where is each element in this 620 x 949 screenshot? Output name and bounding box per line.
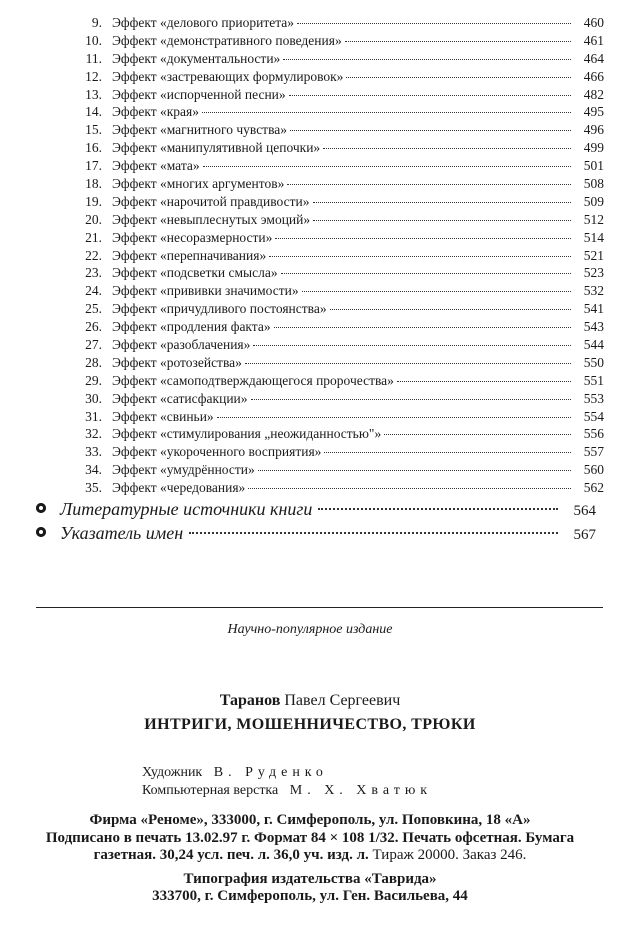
toc-title: Эффект «несоразмерности»: [112, 229, 273, 245]
toc-row[interactable]: [60, 14, 604, 32]
toc-page: 495: [583, 104, 604, 120]
toc-title: Эффект «умудрённости»: [112, 462, 255, 478]
bullet-icon: [36, 527, 46, 537]
toc-number: 14.: [85, 104, 102, 120]
toc-title: Эффект «испорченной песни»: [112, 86, 286, 102]
toc-title: Эффект «демонстративного поведения»: [112, 32, 342, 48]
toc-page: 562: [583, 480, 604, 496]
credit-role: Компьютерная верстка: [142, 783, 279, 798]
toc-title: Эффект «причудливого постоянства»: [112, 301, 327, 317]
toc-title: Эффект «застревающих формулировок»: [112, 68, 344, 84]
toc-row[interactable]: [60, 479, 604, 497]
leader-dots: [258, 470, 571, 471]
toc-title: Эффект «прививки значимости»: [112, 283, 299, 299]
leader-dots: [297, 23, 571, 24]
leader-dots: [384, 434, 571, 435]
toc-title: Эффект «ротозейства»: [112, 354, 242, 370]
toc-page: 464: [583, 50, 604, 66]
toc-page: 551: [583, 372, 604, 388]
credit-role: Художник: [142, 765, 203, 780]
toc-title: Эффект «манипулятивной цепочки»: [112, 140, 321, 156]
toc-row[interactable]: [60, 300, 604, 318]
leader-dots: [253, 345, 571, 346]
leader-dots: [289, 95, 571, 96]
leader-dots: [245, 363, 571, 364]
toc-title: Эффект «мата»: [112, 158, 200, 174]
toc-page: 460: [583, 15, 604, 30]
toc-number: 20.: [85, 211, 102, 227]
toc-title: Эффект «разоблачения»: [112, 337, 251, 353]
toc-page: 521: [583, 247, 604, 263]
toc-number: 28.: [85, 354, 102, 370]
toc-page: 508: [583, 176, 604, 192]
leader-dots: [275, 238, 571, 239]
toc-row[interactable]: [60, 390, 604, 408]
toc-title: Эффект «нарочитой правдивости»: [112, 193, 310, 209]
toc-page: 556: [583, 426, 604, 442]
credit-layout: [142, 782, 432, 800]
toc-number: 27.: [85, 337, 102, 353]
toc-title: Эффект «многих аргументов»: [112, 176, 285, 192]
imprint-volume: [0, 847, 620, 865]
leader-dots: [290, 130, 571, 131]
leader-dots: [324, 452, 571, 453]
toc-page: 512: [583, 211, 604, 227]
leader-dots: [274, 327, 571, 328]
toc-page: 501: [583, 158, 604, 174]
toc-number: 17.: [85, 158, 102, 174]
toc-title: Эффект «документальности»: [112, 50, 281, 66]
ref-page: 567: [573, 527, 596, 543]
toc-row[interactable]: [60, 86, 604, 104]
toc-title: Эффект «чередования»: [112, 480, 246, 496]
leader-dots: [189, 532, 558, 534]
leader-dots: [346, 77, 571, 78]
leader-dots: [287, 184, 571, 185]
toc-number: 11.: [85, 50, 102, 66]
toc-title: Эффект «стимулирования „неожиданностью"»: [112, 426, 382, 442]
toc-title: Эффект «края»: [112, 104, 199, 120]
leader-dots: [345, 41, 571, 42]
toc-list: [60, 14, 604, 497]
toc-page: 523: [583, 265, 604, 281]
toc-row[interactable]: [60, 50, 604, 68]
imprint-print-details: Подписано в печать 13.02.97 г. Формат 84 × 108 1/32. Печать офсетная. Бумага: [45, 829, 575, 846]
toc-page: 560: [583, 462, 604, 478]
imprint-run: Тираж 20000. Заказ 246.: [372, 847, 527, 863]
toc-row[interactable]: [60, 68, 604, 86]
toc-row[interactable]: [60, 157, 604, 175]
leader-dots: [318, 508, 558, 510]
toc-number: 33.: [85, 444, 102, 460]
toc-number: 19.: [85, 193, 102, 209]
toc-row[interactable]: [60, 139, 604, 157]
toc-row[interactable]: [60, 264, 604, 282]
credit-name: М. Х. Хватюк: [289, 783, 433, 798]
toc-number: 9.: [91, 15, 102, 30]
toc-number: 23.: [85, 265, 102, 281]
toc-row[interactable]: [60, 103, 604, 121]
leader-dots: [397, 381, 571, 382]
author-line: [0, 692, 620, 710]
toc-number: 15.: [85, 122, 102, 138]
separator-rule: [36, 607, 603, 608]
toc-row[interactable]: [60, 193, 604, 211]
leader-dots: [313, 202, 571, 203]
toc-page: 544: [583, 337, 604, 353]
toc-page: 499: [583, 140, 604, 156]
toc-row[interactable]: [60, 229, 604, 247]
credit-name: В. Руденко: [213, 765, 328, 780]
toc-title: Эффект «самоподтверждающегося пророчества»: [112, 372, 394, 388]
toc-title: Эффект «магнитного чувства»: [112, 122, 288, 138]
toc-page: 557: [583, 444, 604, 460]
toc-title: Эффект «невыплеснутых эмоций»: [112, 211, 311, 227]
toc-page: 466: [583, 68, 604, 84]
toc-page: 496: [583, 122, 604, 138]
toc-row-references[interactable]: [36, 497, 596, 521]
toc-number: 31.: [85, 408, 102, 424]
credit-illustrator: [142, 764, 432, 782]
toc-row[interactable]: [60, 408, 604, 426]
toc-row[interactable]: [60, 175, 604, 193]
toc-title: Эффект «свиньи»: [112, 408, 214, 424]
imprint-publisher: Фирма «Реноме», 333000, г. Симферополь, ул. Поповкина, 18 «А»: [89, 812, 531, 828]
toc-number: 32.: [85, 426, 102, 442]
toc-row[interactable]: [60, 318, 604, 336]
toc-title: Эффект «подсветки смысла»: [112, 265, 278, 281]
toc-row[interactable]: [60, 247, 604, 265]
toc-number: 35.: [85, 480, 102, 496]
toc-row[interactable]: [60, 461, 604, 479]
leader-dots: [269, 256, 571, 257]
toc-page: 461: [583, 32, 604, 48]
toc-row[interactable]: [60, 211, 604, 229]
imprint-printer: Типография издательства «Таврида»: [183, 870, 437, 887]
toc-title: Эффект «перепначивания»: [112, 247, 267, 263]
imprint-volume-sheets: газетная. 30,24 усл. печ. л. 36,0 уч. изд. л.: [93, 847, 369, 863]
toc-page: 532: [583, 283, 604, 299]
leader-dots: [283, 59, 571, 60]
toc-title: Эффект «продления факта»: [112, 319, 271, 335]
toc-number: 21.: [85, 229, 102, 245]
credits: [142, 764, 432, 800]
leader-dots: [323, 148, 571, 149]
toc-page: 482: [583, 86, 604, 102]
toc-row[interactable]: [60, 121, 604, 139]
toc-row[interactable]: [60, 372, 604, 390]
ref-page: 564: [573, 503, 596, 519]
leader-dots: [251, 399, 571, 400]
author-surname: Таранов: [219, 692, 281, 709]
author-given-name: Павел Сергеевич: [284, 692, 401, 709]
ref-title: Указатель имен: [60, 523, 184, 543]
toc-number: 29.: [85, 372, 102, 388]
imprint-block: [0, 812, 620, 906]
toc-page: 553: [583, 390, 604, 406]
leader-dots: [281, 273, 571, 274]
book-title: ИНТРИГИ, МОШЕННИЧЕСТВО, ТРЮКИ: [144, 716, 476, 733]
edition-subtitle: Научно-популярное издание: [227, 622, 393, 637]
leader-dots: [302, 291, 571, 292]
toc-row-name-index[interactable]: [36, 521, 596, 545]
toc-title: Эффект «делового приоритета»: [112, 15, 295, 30]
toc-page: 514: [583, 229, 604, 245]
leader-dots: [203, 166, 571, 167]
leader-dots: [313, 220, 571, 221]
toc-row[interactable]: [60, 32, 604, 50]
toc-number: 30.: [85, 390, 102, 406]
toc-number: 34.: [85, 462, 102, 478]
toc-page: 550: [583, 354, 604, 370]
leader-dots: [330, 309, 571, 310]
toc-row[interactable]: [60, 354, 604, 372]
toc-title: Эффект «сатисфакции»: [112, 390, 248, 406]
toc-row[interactable]: [60, 336, 604, 354]
toc-page: 543: [583, 319, 604, 335]
toc-number: 25.: [85, 301, 102, 317]
toc-number: 10.: [85, 32, 102, 48]
toc-number: 26.: [85, 319, 102, 335]
toc-row[interactable]: [60, 425, 604, 443]
toc-number: 16.: [85, 140, 102, 156]
toc-number: 22.: [85, 247, 102, 263]
toc-row[interactable]: [60, 282, 604, 300]
imprint-printer-address: 333700, г. Симферополь, ул. Ген. Васильева, 44: [152, 888, 468, 904]
toc-page: 554: [583, 408, 604, 424]
toc-page: 541: [583, 301, 604, 317]
bullet-icon: [36, 503, 46, 513]
leader-dots: [248, 488, 571, 489]
toc-number: 18.: [85, 176, 102, 192]
leader-dots: [202, 112, 571, 113]
leader-dots: [217, 417, 571, 418]
toc-number: 13.: [85, 86, 102, 102]
toc-row[interactable]: [60, 443, 604, 461]
ref-title: Литературные источники книги: [60, 499, 313, 519]
toc-title: Эффект «укороченного восприятия»: [112, 444, 322, 460]
toc-page: 509: [583, 193, 604, 209]
toc-number: 24.: [85, 283, 102, 299]
references-list: [36, 497, 596, 545]
toc-number: 12.: [85, 68, 102, 84]
